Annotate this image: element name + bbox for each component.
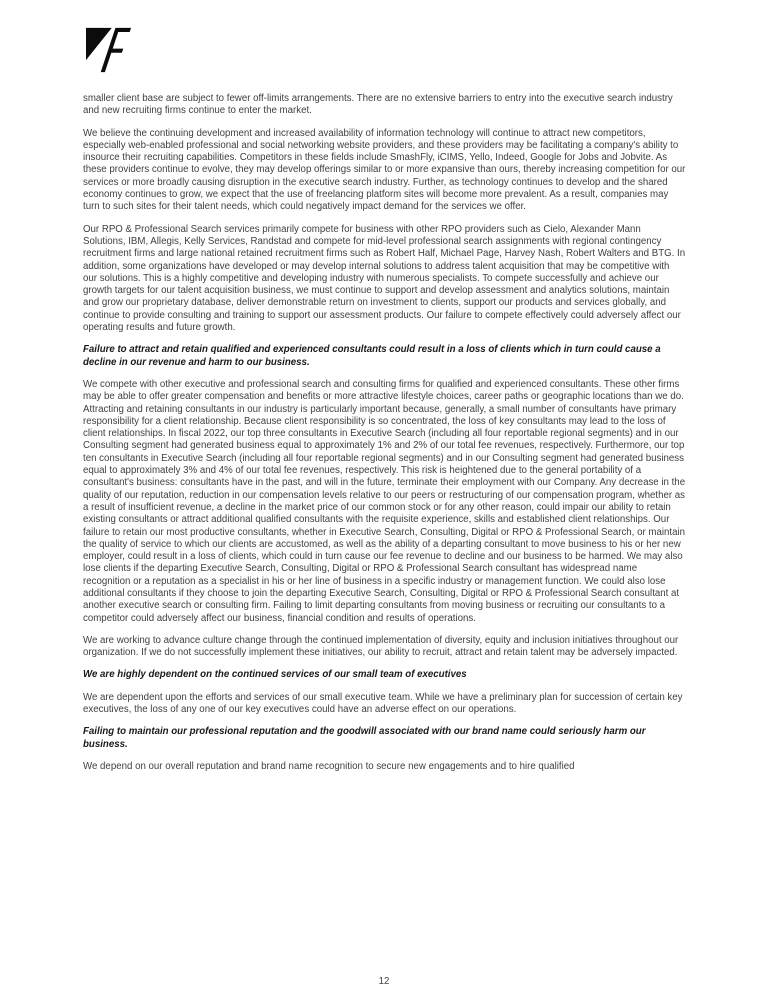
paragraph-continuation: smaller client base are subject to fewer off-limits arrangements. There are no extensive barriers to entry into the executive search industry and new recruiting firms continue to enter the market. bbox=[83, 93, 673, 117]
paragraph-culture-change: We are working to advance culture change through the continued implementation of diversity, equity and inclusion initiatives throughout our organization. If we do not successfully implement these initiatives, our ability to recruit, attract and retain talent may be adversely impacted. bbox=[83, 634, 679, 659]
document-body bbox=[83, 93, 686, 773]
paragraph-consultant-competition: We compete with other executive and professional search and consulting firms for qualified and experienced consultants. These other firms may be able to offer greater compensation and benefits or more attractive lifestyle choices, career paths or geographic locations than we do. Attracting and retaining consultants in our industry is particularly important because, generally, a small number of consultants have primary responsibility for a client relationship. Because client responsibility is so concentrated, the loss of key consultants may lead to the loss of client relationships. In fiscal 2022, our top three consultants in Executive Search (including all four reportable regional segments) and in our Consulting segment had generated business equal to approximately 1% and 2% of our total fee revenues, respectively. Furthermore, our top ten consultants in Executive Search (including all four reportable regional segments) and in our Consulting segment had generated business equal to approximately 3% and 4% of our total fee revenues, respectively. This risk is heightened due to the general portability of a consultant's business: consultants have in the past, and will in the future, terminate their employment with our Company. Any decrease in the quality of our reputation, reduction in our compensation levels relative to our peers or restructuring of our compensation program, whether as a result of insufficient revenue, a decline in the market price of our common stock or for any other reason, could impair our ability to retain existing consultants or attract additional qualified consultants with the requisite experience, skills and established client relationships. Our failure to retain our most productive consultants, whether in Executive Search, Consulting, Digital or RPO & Professional Search, or maintain the quality of service to which our clients are accustomed, as well as the ability of a departing consultant to move business to his or her new employer, could result in a loss of clients, which could in turn cause our fee revenue to decline and our business to be harmed. We may also lose clients if the departing Executive Search, Consulting, Digital or RPO & Professional Search consultant has widespread name recognition or a reputation as a specialist in his or her line of business in a specific industry or management function. We could also lose additional consultants if they choose to join the departing Executive Search, Consulting, Digital or RPO & Professional Search consultant at another executive search or consulting firm. Failing to limit departing consultants from moving business or recruiting our consultants to a competitor could adversely affect our business, financial condition and results of operations. bbox=[83, 378, 686, 624]
risk-heading-executive-team: We are highly dependent on the continued services of our small team of executives bbox=[83, 669, 467, 681]
risk-heading-reputation: Failing to maintain our professional reputation and the goodwill associated with our brand name could seriously harm our business. bbox=[83, 726, 646, 750]
paragraph-rpo-competitors: Our RPO & Professional Search services primarily compete for business with other RPO providers such as Cielo, Alexander Mann Solutions, IBM, Allegis, Kelly Services, Randstad and compete for mid-level professional search assignments with regional contingency recruitment firms and large national retained recruitment firms such as Robert Half, Michael Page, Harvey Nash, Robert Walters and BTG. In addition, some organizations have developed or may develop internal solutions to address talent acquisition that may be competitive with our solutions. This is a highly competitive and developing industry with numerous specialists. To compete successfully and achieve our growth targets for our talent acquisition business, we must continue to support and develop assessment and analytics solutions, maintain and grow our proprietary database, deliver demonstrable return on investment to clients, support our products and services globally, and continue to provide consulting and training to support our assessment products. Our failure to compete effectively could adversely affect our operating results and future growth. bbox=[83, 223, 686, 334]
risk-heading-consultant-retention: Failure to attract and retain qualified and experienced consultants could result in a loss of clients which in turn could cause a decline in our revenue and harm to our business. bbox=[83, 344, 661, 368]
paragraph-reputation: We depend on our overall reputation and brand name recognition to secure new engagements and to hire qualified bbox=[83, 760, 575, 772]
page-number: 12 bbox=[378, 976, 390, 987]
paragraph-technology-competitors: We believe the continuing development and increased availability of information technology will continue to attract new competitors, especially web-enabled professional and social networking website providers, and these providers may be facilitating a company's ability to insource their recruiting capabilities. Competitors in these fields include SmashFly, iCIMS, Yello, Indeed, Google for Jobs and Jobvite. As these providers continue to evolve, they may develop offerings similar to or more expansive than ours, thereby increasing competition for our services or more broadly causing disruption in the executive search industry. Further, as technology continues to develop and the shared economy continues to grow, we expect that the use of freelancing platform sites will become more prevalent. As a result, companies may turn to such sites for their talent needs, which could negatively impact demand for the services we offer. bbox=[83, 127, 686, 213]
korn-ferry-logo-icon bbox=[85, 27, 133, 73]
paragraph-executive-dependence: We are dependent upon the efforts and services of our small executive team. While we have a preliminary plan for succession of certain key executives, the loss of any one of our key executives could have an adverse effect on our operations. bbox=[83, 691, 683, 716]
